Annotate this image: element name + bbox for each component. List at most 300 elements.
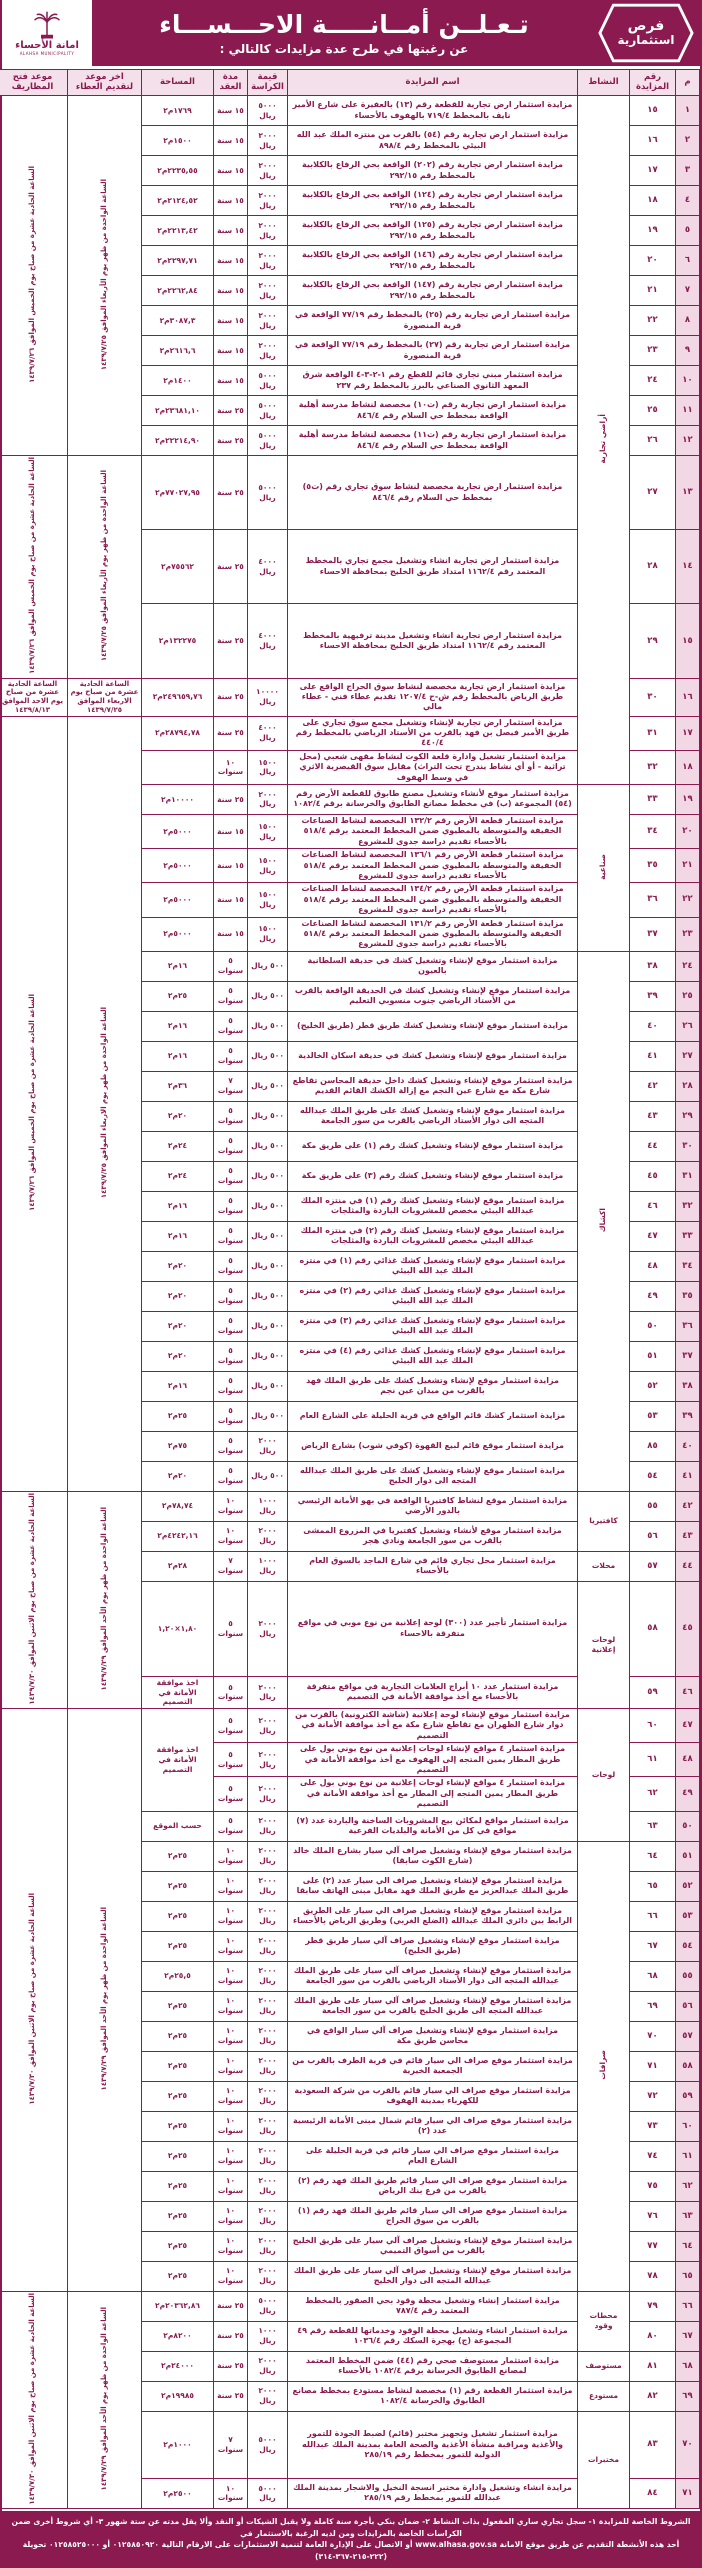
auction-name-cell: مزايدة استثمار موقع لإنشاء وتشغيل كشك غذائي رقم (٣) في منتزه الملك عبد الله البيئي xyxy=(288,1311,578,1341)
row-number-cell: ١٨ xyxy=(676,750,700,784)
contract-term-cell: ١٠ سنوات xyxy=(214,2111,248,2141)
column-header: قيمة الكراسة xyxy=(248,70,288,96)
activity-cell-text: صرافات xyxy=(598,2049,608,2080)
contract-term-cell: ٥ سنوات xyxy=(214,1161,248,1191)
brochure-fee-cell: ٥٠٠ ريال xyxy=(248,1221,288,1251)
area-cell: ٢٥م٢ xyxy=(142,981,214,1011)
bid-number-cell: ٣٨ xyxy=(630,951,676,981)
contract-term-cell: ٧ سنوات xyxy=(214,1071,248,1101)
row-number-cell: ٦ xyxy=(676,246,700,276)
row-number-cell: ٢٧ xyxy=(676,1041,700,1071)
activity-cell-text: صناعية xyxy=(598,853,608,880)
area-cell: ٧٥م٢ xyxy=(142,1431,214,1461)
auction-name-cell: مزايدة استثمار موقع لأنشاء وتشغيل مصنع طابوق للقطعة الأرض رقم (٥٤) المجموعة (ب) في مخطط مصانع الطابوق والخرسانة برقم ١٠٨٢/٤ xyxy=(288,784,578,814)
brochure-fee-cell: ٥٠٠ ريال xyxy=(248,1341,288,1371)
auction-name-cell: مزايدة استثمار عدد ١٠ أبراج العلامات التجارية في مواقع متفرقة بالأحساء مع أخذ موافقة الأمانة في التصميم xyxy=(288,1676,578,1708)
palm-tree-icon xyxy=(32,10,62,40)
contract-term-cell: ١٥ سنة xyxy=(214,306,248,336)
bid-number-cell: ٧٦ xyxy=(630,2201,676,2231)
bid-number-cell: ٤٩ xyxy=(630,1281,676,1311)
row-number-cell: ٦٧ xyxy=(676,2321,700,2351)
row-number-cell: ٢٦ xyxy=(676,1011,700,1041)
submit-deadline-cell xyxy=(68,96,142,456)
bid-number-cell: ٧٩ xyxy=(630,2291,676,2321)
bid-number-cell: ٧٧ xyxy=(630,2231,676,2261)
brochure-fee-cell: ٢٠٠٠ ريال xyxy=(248,2231,288,2261)
brochure-fee-cell: ٢٠٠٠ ريال xyxy=(248,306,288,336)
auction-name-cell: مزايدة استثمار موقع لإنشاء وتشغيل صراف آلي سيار على طريق الملك عبدالله المتجه الى طريق الخليج بالقرب من سور الجامعة xyxy=(288,1991,578,2021)
contract-term-cell: ٥ سنوات xyxy=(214,1709,248,1743)
submit-deadline-cell-text: الساعة الواحدة من ظهر يوم الأحد الموافق ١٤٣٩/٧/٢٩ xyxy=(99,1506,108,1691)
brochure-fee-cell: ٥٠٠ ريال xyxy=(248,1371,288,1401)
auction-name-cell: مزايدة استثمار إنشاء وتشغيل محطة وقود بحي الصقور بالمخطط المعتمد رقم ٧٨٧/٤ xyxy=(288,2291,578,2321)
brochure-fee-cell: ٥٠٠ ريال xyxy=(248,1251,288,1281)
contract-term-cell: ١٥ سنة xyxy=(214,276,248,306)
auction-name-cell: مزايدة استثمار موقع لإنشاء وتشغيل كشك في حديقة اسكان الخالدية xyxy=(288,1041,578,1071)
row-number-cell: ٣٠ xyxy=(676,1131,700,1161)
area-cell: ٧٧٠٢٧,٩٥م٢ xyxy=(142,456,214,530)
brochure-fee-cell: ٥٠٠ ريال xyxy=(248,1281,288,1311)
column-header: م xyxy=(676,70,700,96)
bid-number-cell: ٧٤ xyxy=(630,2141,676,2171)
row-number-cell: ٤٨ xyxy=(676,1743,700,1777)
brochure-fee-cell: ٥٠٠٠ ريال xyxy=(248,366,288,396)
area-cell: ٢٥م٢ xyxy=(142,2111,214,2141)
row-number-cell: ٦٤ xyxy=(676,2231,700,2261)
bid-number-cell: ٢٠ xyxy=(630,246,676,276)
contract-term-cell: ١٠ سنوات xyxy=(214,1491,248,1521)
brochure-fee-cell: ٥٠٠ ريال xyxy=(248,1011,288,1041)
row-number-cell: ٣٢ xyxy=(676,1191,700,1221)
auction-row xyxy=(0,1491,700,1521)
auction-name-cell: مزايدة استثمار مبني تجاري قائم للقطع رقم ١-٢-٣-٤ الواقعة شرق المعهد الثانوي الصناعي بالبرز بالمخطط رقم ٢٣٧ xyxy=(288,366,578,396)
bid-number-cell: ٤٠ xyxy=(630,1011,676,1041)
bid-number-cell: ٢٩ xyxy=(630,604,676,678)
bid-number-cell: ٦٠ xyxy=(630,1709,676,1743)
contract-term-cell: ١٠ سنوات xyxy=(214,1991,248,2021)
area-cell: ٢٠٣٦٢,٨٦م٢ xyxy=(142,2291,214,2321)
contract-term-cell: ٥ سنوات xyxy=(214,1011,248,1041)
auction-row xyxy=(0,96,700,126)
contract-term-cell: ١٥ سنة xyxy=(214,849,248,883)
bid-number-cell: ٦٩ xyxy=(630,1991,676,2021)
bid-number-cell: ٥٦ xyxy=(630,1521,676,1551)
contract-term-cell: ٢٥ سنة xyxy=(214,456,248,530)
row-number-cell: ٣٣ xyxy=(676,1221,700,1251)
brochure-fee-cell: ٢٠٠٠ ريال xyxy=(248,2141,288,2171)
row-number-cell: ٣٨ xyxy=(676,1371,700,1401)
area-cell: ٧٥٥٦٢م٢ xyxy=(142,530,214,604)
area-cell: ١٥٠٠م٢ xyxy=(142,126,214,156)
brochure-fee-cell: ٢٠٠٠ ريال xyxy=(248,1811,288,1841)
logo-title: امانة الأحساء xyxy=(15,40,79,51)
table-header-row xyxy=(0,70,700,96)
auction-name-cell: مزايدة استثمار تشغيل وادارة قلعة الكوت لنشاط مقهى شعبي (محل تراثية - أو أي نشاط يندرج تحت التراث) مقابل سوق القيصرية الاثري في وسط الهفوف xyxy=(288,750,578,784)
logo-subtitle: ALAHSA MUNICIPALITY xyxy=(19,51,75,56)
auction-name-cell: مزايدة استثمار ارض تجارية رقم (ت١٠) مخصصة لنشاط مدرسة أهلية الواقعة بمخطط حي السلام رقم ٨٤٦/٤ xyxy=(288,396,578,426)
footer-line2: أحد هذه الأنشطة التقديم عن طريق موقع الامانة www.alhasa.gov.sa أو الاتصال على الإدارة العامة لتنمية الاستثمارات على الارقام التالية ٠١٢٥٨٥٠٩٢٠ أو ٠١٢٥٨٥٢٥٠٠٠ تحويلة (٢٢٢-٢١٥-٣٦٧-٣١٤) xyxy=(22,2540,680,2562)
area-cell: ٢٥م٢ xyxy=(142,2171,214,2201)
brochure-fee-cell: ٢٠٠٠ ريال xyxy=(248,1931,288,1961)
activity-cell-text: أراضي تجارية xyxy=(598,413,608,464)
area-cell: ١٤٠٠م٢ xyxy=(142,366,214,396)
activity-cell: لوحات xyxy=(578,1709,630,1842)
row-number-cell: ٢٥ xyxy=(676,981,700,1011)
bid-number-cell: ٤٤ xyxy=(630,1131,676,1161)
auction-name-cell: مزايدة استثمار ٤ مواقع لإنشاء لوحات إعلانية من نوع يوني بول على طريق المطار يمين المتجه إلى المطار مع أخذ موافقة الأمانة في التصميم xyxy=(288,1777,578,1811)
brochure-fee-cell: ٢٠٠٠ ريال xyxy=(248,126,288,156)
row-number-cell: ٣٦ xyxy=(676,1311,700,1341)
brochure-fee-cell: ٢٠٠٠ ريال xyxy=(248,276,288,306)
row-number-cell: ٤ xyxy=(676,186,700,216)
row-number-cell: ٩ xyxy=(676,336,700,366)
envelope-opening-cell xyxy=(0,716,68,1491)
bid-number-cell: ٥٨ xyxy=(630,1581,676,1676)
contract-term-cell: ١٥ سنة xyxy=(214,216,248,246)
auction-name-cell: مزايدة استثمار موقع لإنشاء وتشغيل كشك رقم (١) على طريق مكة xyxy=(288,1131,578,1161)
row-number-cell: ٦٣ xyxy=(676,2201,700,2231)
envelope-opening-cell xyxy=(0,1709,68,2292)
contract-term-cell: ١٥ سنة xyxy=(214,883,248,917)
row-number-cell: ١٢ xyxy=(676,426,700,456)
contract-term-cell: ١٥ سنة xyxy=(214,246,248,276)
row-number-cell: ٤٩ xyxy=(676,1777,700,1811)
column-header: رقم المزايدة xyxy=(630,70,676,96)
bid-number-cell: ٥٤ xyxy=(630,1461,676,1491)
auction-name-cell: مزايدة استثمار قطعة الأرض رقم ١٣٦/١ المخصصة لنشاط الصناعات الخفيفة والمتوسطة بالمطيوي ضمن المخطط المعتمد برقم ٥١٨/٤ بالأحساء تقديم دراسة جدوى للمشروع xyxy=(288,849,578,883)
area-cell: ٢٥م٢ xyxy=(142,1841,214,1871)
submit-deadline-cell-text: الساعة الواحدة من ظهر يوم الأربعاء الموافق ١٤٣٩/٧/٢٥ xyxy=(99,469,108,662)
bid-number-cell: ٤٧ xyxy=(630,1221,676,1251)
row-number-cell: ٥٤ xyxy=(676,1931,700,1961)
auction-name-cell: مزايدة استثمار موقع صراف الي سيار قائم طريق الملك فهد رقم (١) بالقرب من سوق الحراج xyxy=(288,2201,578,2231)
contract-term-cell: ٥ سنوات xyxy=(214,1581,248,1676)
auction-table-body xyxy=(0,96,700,2509)
contract-term-cell: ١٥ سنة xyxy=(214,186,248,216)
area-cell: ٢٤م٢ xyxy=(142,1161,214,1191)
area-cell: ١٦م٢ xyxy=(142,1221,214,1251)
row-number-cell: ٣١ xyxy=(676,1161,700,1191)
activity-cell: محطات وقود xyxy=(578,2291,630,2351)
row-number-cell: ٥١ xyxy=(676,1841,700,1871)
area-cell: اخذ موافقة الأمانة في التصميم xyxy=(142,1709,214,1812)
row-number-cell: ٧١ xyxy=(676,2478,700,2508)
bid-number-cell: ٢٨ xyxy=(630,530,676,604)
contract-term-cell: ٥ سنوات xyxy=(214,1251,248,1281)
contract-term-cell: ١٥ سنة xyxy=(214,814,248,848)
brochure-fee-cell: ١٥٠٠ ريال xyxy=(248,917,288,951)
bid-number-cell: ٨٢ xyxy=(630,2381,676,2411)
contract-term-cell: ١٠ سنوات xyxy=(214,1871,248,1901)
area-cell: ٢٠م٢ xyxy=(142,1281,214,1311)
brochure-fee-cell: ٢٠٠٠ ريال xyxy=(248,186,288,216)
row-number-cell: ٤٦ xyxy=(676,1676,700,1708)
auction-name-cell: مزايدة استثمار موقع قائم لبيع القهوة (كوفي شوب) بشارع الرياض xyxy=(288,1431,578,1461)
page-title: تـعـلــن أمــانـــــة الاحـــســـاء xyxy=(159,10,529,39)
bid-number-cell: ٢١ xyxy=(630,276,676,306)
bid-number-cell: ٧٥ xyxy=(630,2171,676,2201)
brochure-fee-cell: ٢٠٠٠ ريال xyxy=(248,246,288,276)
bid-number-cell: ٣٩ xyxy=(630,981,676,1011)
row-number-cell: ٤٤ xyxy=(676,1551,700,1581)
brochure-fee-cell: ٥٠٠٠ ريال xyxy=(248,396,288,426)
row-number-cell: ٤١ xyxy=(676,1461,700,1491)
auction-name-cell: مزايدة استثمار موقع لإنشاء وتشغيل صراف آلي سيار على طريق الخليج بالقرب من أسواق التميمي xyxy=(288,2231,578,2261)
brochure-fee-cell: ٢٠٠٠ ريال xyxy=(248,1991,288,2021)
area-cell: ١٠٠٠٠م٢ xyxy=(142,784,214,814)
auction-name-cell: مزايدة استثمار موقع لإنشاء وتشغيل كشك غذائي رقم (١) في منتزه الملك عبد الله البيئي xyxy=(288,1251,578,1281)
row-number-cell: ٦١ xyxy=(676,2141,700,2171)
bid-number-cell: ٢٤ xyxy=(630,366,676,396)
page-subtitle: عن رغبتها في طرح عدة مزايدات كالتالي : xyxy=(219,42,469,56)
contract-term-cell: ٥ سنوات xyxy=(214,1281,248,1311)
area-cell: ٢٥م٢ xyxy=(142,1401,214,1431)
area-cell: ٨٢٠٠م٢ xyxy=(142,2321,214,2351)
contract-term-cell: ١٥ سنة xyxy=(214,917,248,951)
area-cell: ٢٥,٥م٢ xyxy=(142,1961,214,1991)
contract-term-cell: ٥ سنوات xyxy=(214,1811,248,1841)
area-cell: ٢٥م٢ xyxy=(142,2051,214,2081)
brochure-fee-cell: ٥٠٠٠ ريال xyxy=(248,426,288,456)
auction-name-cell: مزايدة استثمار ارض تجارية رقم (ت١١) مخصصة لنشاط مدرسة أهلية الواقعة بمخطط حي السلام رقم ٨٤٦/٤ xyxy=(288,426,578,456)
contract-term-cell: ١٥ سنة xyxy=(214,126,248,156)
bid-number-cell: ٦١ xyxy=(630,1743,676,1777)
row-number-cell: ٦٥ xyxy=(676,2261,700,2291)
auction-name-cell: مزايدة استثمار موقع لإنشاء وتشغيل صراف آلي سيار على طريق الملك عبدالله المتجه الى دوار الخليج xyxy=(288,2261,578,2291)
activity-cell xyxy=(578,1841,630,2291)
brochure-fee-cell: ٥٠٠٠ ريال xyxy=(248,2411,288,2478)
auction-name-cell: مزايدة استثمار موقع لإنشاء وتشغيل صراف آلي سيار بشارع الملك خالد (شارع الكوت سابقا) xyxy=(288,1841,578,1871)
brochure-fee-cell: ٢٠٠٠ ريال xyxy=(248,216,288,246)
bid-number-cell: ٤٣ xyxy=(630,1101,676,1131)
footer-line1: الشروط الخاصة للمزايدة ١- سجل تجاري ساري المفعول بذات النشاط ٢- ضمان بنكي بأجرة سنة كاملة ولا يقبل الشيكات أو النقد وألا يقل مدته عن ستة شهور ٣- أي شروط أخرى ضمن الكراسات الخاصة بالمزايدات ومن لديه الرغبة بالاستثمار في xyxy=(11,2516,691,2538)
row-number-cell: ١٠ xyxy=(676,366,700,396)
bid-number-cell: ١٨ xyxy=(630,186,676,216)
contract-term-cell: ١٠ سنوات xyxy=(214,1841,248,1871)
row-number-cell: ٣٩ xyxy=(676,1401,700,1431)
brochure-fee-cell: ٥٠٠ ريال xyxy=(248,1311,288,1341)
contract-term-cell: ١٠ سنوات xyxy=(214,1961,248,1991)
brochure-fee-cell: ٥٠٠ ريال xyxy=(248,1101,288,1131)
contract-term-cell: ١٠ سنوات xyxy=(214,1901,248,1931)
submit-deadline-cell xyxy=(68,1491,142,1708)
auction-name-cell: مزايدة استثمار موقع لإنشاء وتشغيل كشك داخل حديقة المحاسن تقاطع شارع مكة مع شارع عين النجم مع إزالة الكشك القائم القديم xyxy=(288,1071,578,1101)
bid-number-cell: ٨٤ xyxy=(630,2478,676,2508)
auction-name-cell: مزايدة استثمار موقع لإنشاء لوحة إعلانية (شاشة الكترونية) بالقرب من دوار شارع الظهران مع تقاطع شارع مكة مع أخذ موافقة الأمانة في التصميم xyxy=(288,1709,578,1743)
row-number-cell: ٤٥ xyxy=(676,1581,700,1676)
auction-name-cell: مزايدة استثمار ارض تجارية للقطعة رقم (١٣) بالعفيرة على شارع الأمير نايف بالمخطط ٧١٩/٤ بالهفوف بالأحساء xyxy=(288,96,578,126)
auction-name-cell: مزايدة استثمار ارض تجارية رقم (١٢٥) الواقعة بحي الرفاع بالكلابية بالمخطط رقم ٢٩٢/١٥ xyxy=(288,216,578,246)
submit-deadline-cell-text: الساعة الواحدة من ظهر يوم الأحد الموافق ١٤٣٩/٧/٢٩ xyxy=(99,1906,108,2091)
area-cell: ٢٥م٢ xyxy=(142,1991,214,2021)
brochure-fee-cell: ٥٠٠ ريال xyxy=(248,1401,288,1431)
row-number-cell: ٥٧ xyxy=(676,2021,700,2051)
row-number-cell: ٥٩ xyxy=(676,2081,700,2111)
envelope-opening-cell xyxy=(0,2291,68,2508)
area-cell: ٢٠م٢ xyxy=(142,1311,214,1341)
bid-number-cell: ٣٦ xyxy=(630,883,676,917)
area-cell: ٧٨,٧٤م٢ xyxy=(142,1491,214,1521)
activity-cell: لوحات إعلانية xyxy=(578,1581,630,1708)
auction-name-cell: مزايدة استثمار موقع لإنشاء وتشغيل كشك على طريق الملك فهد بالقرب من ميدان عين نجم xyxy=(288,1371,578,1401)
area-cell: ١٦م٢ xyxy=(142,1371,214,1401)
area-cell: ٢٥م٢ xyxy=(142,2021,214,2051)
auction-name-cell: مزايدة استثمار تأجير عدد (٣٠٠) لوحة إعلانية من نوع موبي في مواقع متفرقة بالاحساء xyxy=(288,1581,578,1676)
row-number-cell: ٤٧ xyxy=(676,1709,700,1743)
envelope-opening-cell-text: الساعة الحادية عشرة من صباح يوم الخميس الموافق ١٤٣٩/٧/٢٦ xyxy=(27,457,36,674)
auction-name-cell: مزايدة استثمار انشاء وتشغيل محطة الوقود وخدماتها للقطعة رقم ٤٩ المجموعة (ج) بهجرة السكك رقم ١٠٣٦/٤ xyxy=(288,2321,578,2351)
auction-name-cell: مزايدة استثمار ارض تجارية رقم (١٤٦) الواقعة بحي الرفاع بالكلابية بالمخطط رقم ٢٩٢/١٥ xyxy=(288,246,578,276)
bid-number-cell: ٢٣ xyxy=(630,336,676,366)
row-number-cell: ١٥ xyxy=(676,604,700,678)
bid-number-cell: ٤٦ xyxy=(630,1191,676,1221)
area-cell: ٥٠٠٠م٢ xyxy=(142,814,214,848)
area-cell: ١٣٢٢٧٥م٢ xyxy=(142,604,214,678)
bid-number-cell: ٧٢ xyxy=(630,2081,676,2111)
brochure-fee-cell: ٥٠٠ ريال xyxy=(248,1161,288,1191)
auction-name-cell: مزايدة استثمار ارض تجارية انشاء وتشغيل مدينة ترفيهية بالمخطط المعتمد رقم ١١٦٢/٤ امتداد طريق الخليج بمحافظة الاحساء xyxy=(288,604,578,678)
auction-name-cell: مزايدة استثمار ارض تجارية رقم (١٢٤) الواقعة بحي الرفاع بالكلابية بالمخطط رقم ٢٩٢/١٥ xyxy=(288,186,578,216)
bid-number-cell: ٣٥ xyxy=(630,849,676,883)
column-header: اخر موعد لتقديم العطاء xyxy=(68,70,142,96)
contract-term-cell: ٢٥ سنة xyxy=(214,530,248,604)
footer-terms xyxy=(2,2511,700,2568)
brochure-fee-cell: ١٠٠٠ ريال xyxy=(248,1551,288,1581)
row-number-cell: ٥٣ xyxy=(676,1901,700,1931)
area-cell: ٢١٢٤,٥٢م٢ xyxy=(142,186,214,216)
auction-name-cell: مزايدة استثمار موقع صراف الي سيار قائم في قرية الحليلة على الشارع العام xyxy=(288,2141,578,2171)
brochure-fee-cell: ٢٠٠٠ ريال xyxy=(248,1676,288,1708)
submit-deadline-cell-text: الساعة الواحدة من ظهر يوم الأربعاء الموافق ١٤٣٩/٧/٢٥ xyxy=(99,178,108,370)
area-cell: ٢٦١٦,٦م٢ xyxy=(142,336,214,366)
bid-number-cell: ١٦ xyxy=(630,126,676,156)
bid-number-cell: ٤١ xyxy=(630,1041,676,1071)
contract-term-cell: ٢٥ سنة xyxy=(214,678,248,716)
column-header: اسم المزايدة xyxy=(288,70,578,96)
contract-term-cell: ٥ سنوات xyxy=(214,1777,248,1811)
row-number-cell: ٢٠ xyxy=(676,814,700,848)
area-cell: ١٦م٢ xyxy=(142,1191,214,1221)
contract-term-cell: ٥ سنوات xyxy=(214,1371,248,1401)
bid-number-cell: ٢٦ xyxy=(630,426,676,456)
bid-number-cell: ٢٧ xyxy=(630,456,676,530)
bid-number-cell: ٧٠ xyxy=(630,2021,676,2051)
brochure-fee-cell: ٥٠٠ ريال xyxy=(248,1461,288,1491)
auction-name-cell: مزايدة استثمار موقع لإنشاء وتشغيل صراف الي سيار عدد (٢) على طريق الملك عبدالعزيز مع طريق الملك فهد مقابل مبنى الهاتف سابقا xyxy=(288,1871,578,1901)
auction-name-cell: مزايدة استثمار موقع لإنشاء وتشغيل كشك طريق قطر (طريق الخليج) xyxy=(288,1011,578,1041)
area-cell: ١٦م٢ xyxy=(142,1041,214,1071)
column-header: مدة العقد xyxy=(214,70,248,96)
contract-term-cell: ٥ سنوات xyxy=(214,1676,248,1708)
area-cell: ٢٥م٢ xyxy=(142,1871,214,1901)
contract-term-cell: ١٠ سنوات xyxy=(214,1931,248,1961)
brochure-fee-cell: ١٠٠٠٠ ريال xyxy=(248,678,288,716)
brochure-fee-cell: ٢٠٠٠ ريال xyxy=(248,1961,288,1991)
envelope-opening-cell-text: الساعة الحادية عشرة من صباح يوم الاثنين الموافق ١٤٣٩/٧/٣٠ xyxy=(27,1892,36,2105)
auction-name-cell: مزايدة استثمار موقع لإنشاء وتشغيل كشك رقم (١) في منتزه الملك عبدالله البيئي مخصص للمشروبات الباردة والمثلجات xyxy=(288,1191,578,1221)
row-number-cell: ٤٣ xyxy=(676,1521,700,1551)
contract-term-cell: ٢٥ سنة xyxy=(214,396,248,426)
activity-cell: مستوصف xyxy=(578,2351,630,2381)
bid-number-cell: ٧١ xyxy=(630,2051,676,2081)
contract-term-cell: ٢٥ سنة xyxy=(214,2381,248,2411)
brochure-fee-cell: ٢٠٠٠ ريال xyxy=(248,2261,288,2291)
area-cell: ٢٤٩٦٥٩,٧٦م٢ xyxy=(142,678,214,716)
auction-name-cell: مزايدة استثمار ٤ مواقع لإنشاء لوحات إعلانية من نوع يوني بول على طريق المطار يمين المتجه إلى الهفوف مع أخذ موافقة الأمانة في التصميم xyxy=(288,1743,578,1777)
brochure-fee-cell: ٥٠٠٠ ريال xyxy=(248,2478,288,2508)
brochure-fee-cell: ٥٠٠٠ ريال xyxy=(248,2291,288,2321)
badge-line1: فرص xyxy=(627,18,665,35)
bid-number-cell: ٨١ xyxy=(630,2351,676,2381)
brochure-fee-cell: ١٥٠٠ ريال xyxy=(248,814,288,848)
brochure-fee-cell: ٢٠٠٠ ريال xyxy=(248,1777,288,1811)
row-number-cell: ٢١ xyxy=(676,849,700,883)
brochure-fee-cell: ٢٠٠٠ ريال xyxy=(248,2381,288,2411)
auction-name-cell: مزايدة استثمار ارض تجارية مخصصة لنشاط سوق الحراج الواقع على طريق الرياض بالمخطط رقم ش-ح ١٢٠٧/٤ تقديم عطاء فني - عطاء مالي xyxy=(288,678,578,716)
submit-deadline-cell xyxy=(68,2291,142,2508)
brochure-fee-cell: ٥٠٠٠ ريال xyxy=(248,96,288,126)
envelope-opening-cell-text: الساعة الحادية عشرة من صباح يوم الخميس الموافق ١٤٣٩/٧/٢٦ xyxy=(27,993,36,1211)
row-number-cell: ٣٧ xyxy=(676,1341,700,1371)
auction-name-cell: مزايدة استثمار قطعة الأرض رقم ١٣٢/٢ المخصصة لنشاط الصناعات الخفيفة والمتوسطة بالمطيوي ضمن المخطط المعتمد برقم ٥١٨/٤ بالأحساء تقديم دراسة جدوى للمشروع xyxy=(288,814,578,848)
bid-number-cell: ١٧ xyxy=(630,156,676,186)
bid-number-cell: ٥٣ xyxy=(630,1401,676,1431)
auction-name-cell: مزايدة استثمار موقع صراف الي سيار قائم طريق الملك فهد رقم (٢) بالقرب من فرع بنك الرياض xyxy=(288,2171,578,2201)
area-cell: ٢٠م٢ xyxy=(142,1251,214,1281)
row-number-cell: ٢٤ xyxy=(676,951,700,981)
area-cell: ٢٥م٢ xyxy=(142,2261,214,2291)
row-number-cell: ١٩ xyxy=(676,784,700,814)
submit-deadline-cell xyxy=(68,716,142,1491)
contract-term-cell: ٥ سنوات xyxy=(214,1131,248,1161)
contract-term-cell: ٧ سنوات xyxy=(214,1551,248,1581)
auction-name-cell: مزايدة استثمار موقع صراف الي سيار قائم في قرية الطرف بالقرب من الجمعية الخيرية xyxy=(288,2051,578,2081)
area-cell: ١,٨٠×١,٢٠ xyxy=(142,1581,214,1676)
area-cell: ٣٠٨٧,٣م٢ xyxy=(142,306,214,336)
auction-name-cell: مزايدة استثمار موقع لإنشاء وتشغيل صراف آلي سيار على طريق الملك عبدالله المتجه الى دوار الأستاد الرياضي بالقرب من سور الجامعة xyxy=(288,1961,578,1991)
contract-term-cell: ٥ سنوات xyxy=(214,1461,248,1491)
brochure-fee-cell: ٥٠٠ ريال xyxy=(248,1131,288,1161)
row-number-cell: ٥٨ xyxy=(676,2051,700,2081)
activity-cell xyxy=(578,96,630,785)
area-cell: ٢٤م٢ xyxy=(142,1131,214,1161)
area-cell: ٢٠م٢ xyxy=(142,1101,214,1131)
contract-term-cell: ٥ سنوات xyxy=(214,981,248,1011)
envelope-opening-cell-text: الساعة الحادية عشرة من صباح يوم الاثنين الموافق ١٤٣٩/٧/٣٠ xyxy=(27,1492,36,1705)
activity-cell-text: اكشاك xyxy=(598,1207,608,1232)
brochure-fee-cell: ٢٠٠٠ ريال xyxy=(248,2081,288,2111)
row-number-cell: ٢ xyxy=(676,126,700,156)
auction-name-cell: مزايدة استثمار ارض تجارية انشاء وتشغيل مجمع تجاري بالمخطط المعتمد رقم ١١٦٢/٤ امتداد طريق الخليج بمحافظة الاحساء xyxy=(288,530,578,604)
contract-term-cell: ١٥ سنة xyxy=(214,336,248,366)
auction-name-cell: مزايدة استثمار موقع لإنشاء وتشغيل صراف الي سيار على الطريق الرابط بين دائري الملك عبدالله (الضلع الغربي) وطريق الرياض بالأحساء xyxy=(288,1901,578,1931)
brochure-fee-cell: ٢٠٠٠ ريال xyxy=(248,1431,288,1461)
area-cell: ٢٨م٢ xyxy=(142,1551,214,1581)
area-cell: ٢٢٩٧,٧١م٢ xyxy=(142,246,214,276)
envelope-opening-cell: الساعة الحادية عشرة من صباح يوم الاحد الموافق ١٤٣٩/٨/١٣ xyxy=(0,678,68,716)
brochure-fee-cell: ٢٠٠٠ ريال xyxy=(248,2021,288,2051)
submit-deadline-cell: الساعة الحادية عشرة من صباح يوم الاربعاء الموافق ١٤٣٩/٧/٢٥ xyxy=(68,678,142,716)
area-cell: ٢٨٧٩٤,٧٨م٢ xyxy=(142,716,214,750)
brochure-fee-cell: ٥٠٠ ريال xyxy=(248,1041,288,1071)
brochure-fee-cell: ١٥٠٠ ريال xyxy=(248,750,288,784)
bid-number-cell: ٦٣ xyxy=(630,1811,676,1841)
row-number-cell: ٢٨ xyxy=(676,1071,700,1101)
bid-number-cell: ٦٦ xyxy=(630,1901,676,1931)
brochure-fee-cell: ٢٠٠٠ ريال xyxy=(248,2051,288,2081)
area-cell: ٢٥م٢ xyxy=(142,2141,214,2171)
row-number-cell: ٨ xyxy=(676,306,700,336)
